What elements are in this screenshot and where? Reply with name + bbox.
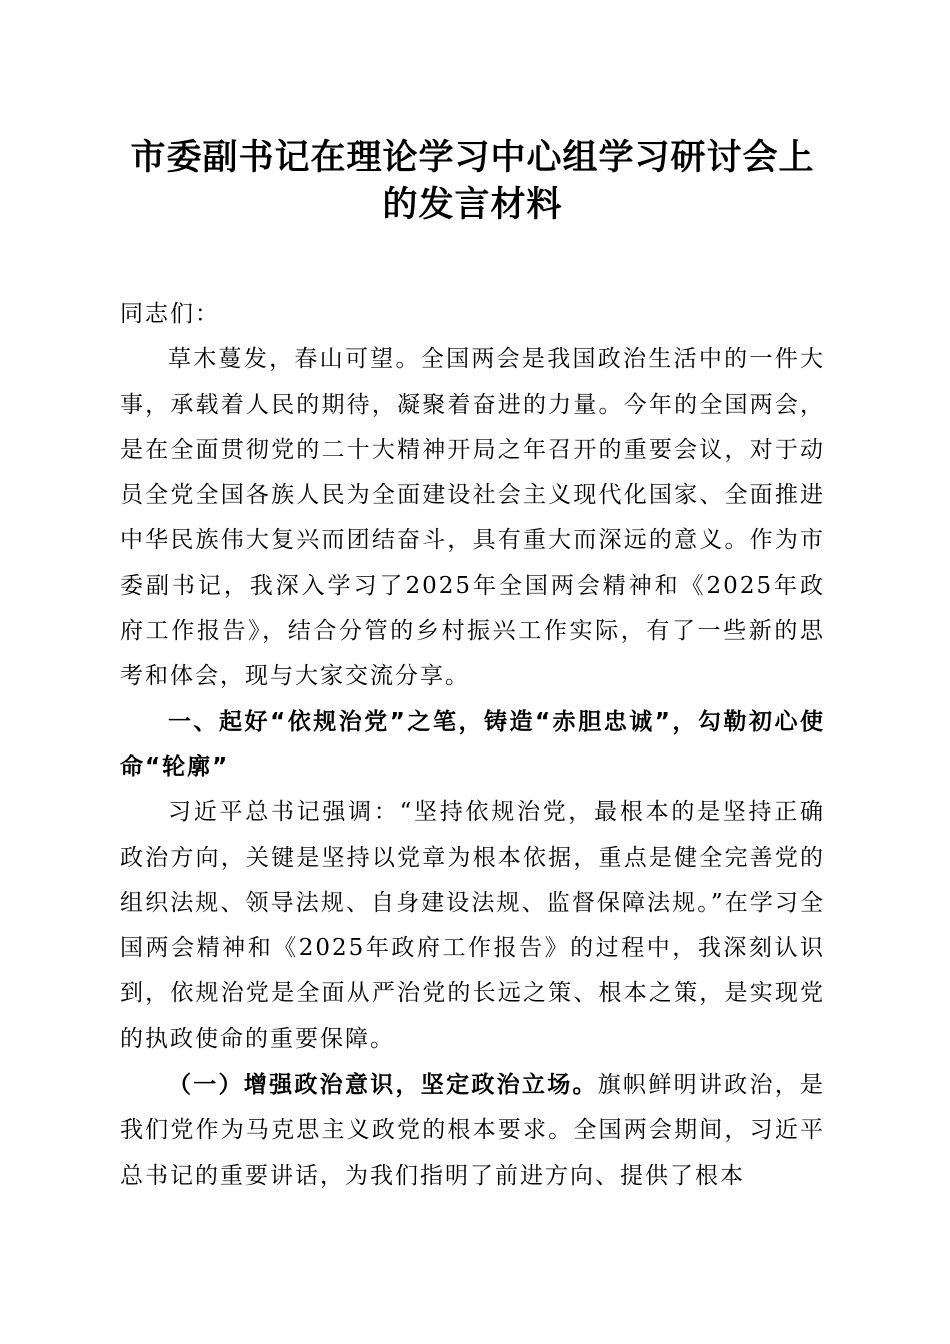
intro-paragraph: 草木蔓发，春山可望。全国两会是我国政治生活中的一件大事，承载着人民的期待，凝聚着奋进的力量。今年的全国两会，是在全面贯彻党的二十大精神开局之年召开的重要会议，对于动员全党全国各族人民为全面建设社会主义现代化国家、全面推进中华民族伟大复兴而团结奋斗，具有重大而深远的意义。作为市委副书记，我深入学习了2025年全国两会精神和《2025年政府工作报告》，结合分管的乡村振兴工作实际，有了一些新的思考和体会，现与大家交流分享。 bbox=[120, 346, 825, 690]
subsection-heading: （一）增强政治意识，坚定政治立场。 bbox=[168, 1071, 598, 1099]
salutation: 同志们： bbox=[120, 301, 220, 327]
subsection-paragraph bbox=[120, 1062, 825, 1199]
subsection-text: 旗帜鲜明讲政治，是我们党作为马克思主义政党的根本要求。全国两会期间，习近平总书记的重要讲话，为我们指明了前进方向、提供了根本 bbox=[120, 1072, 826, 1189]
document-title: 市委副书记在理论学习中心组学习研讨会上的发言材料 bbox=[130, 137, 815, 225]
section-heading-one: 一、起好“依规治党”之笔，铸造“赤胆忠诚”，勾勒初心使命“轮廓” bbox=[120, 708, 825, 780]
quote-paragraph: 习近平总书记强调：“坚持依规治党，最根本的是坚持正确政治方向，关键是坚持以党章为根本依据，重点是健全完善党的组织法规、领导法规、自身建设法规、监督保障法规。”在学习全国两会精神和《2025年政府工作报告》的过程中，我深刻认识到，依规治党是全面从严治党的长远之策、根本之策，是实现党的执政使命的重要保障。 bbox=[120, 799, 825, 1052]
